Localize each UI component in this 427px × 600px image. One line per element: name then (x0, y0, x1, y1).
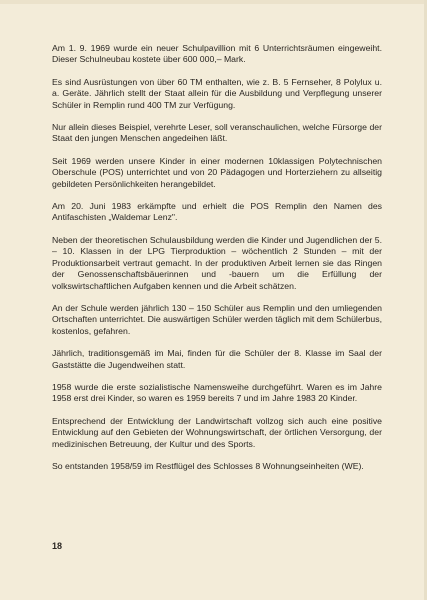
paragraph: Jährlich, traditionsgemäß im Mai, finden für die Schüler der 8. Klasse im Saal der Gaststätte die Jugendweihen statt. (52, 348, 382, 370)
paragraph: Am 1. 9. 1969 wurde ein neuer Schulpavillion mit 6 Unterrichtsräumen eingeweiht. Dieser Schulneubau kostete über 600 000,– Mark. (52, 43, 382, 65)
paragraph: 1958 wurde die erste sozialistische Namensweihe durchgeführt. Waren es im Jahre 1958 erst drei Kinder, so waren es 1959 bereits 7 und im Jahre 1983 20 Kinder. (52, 381, 382, 404)
paragraph: An der Schule werden jährlich 130 – 150 Schüler aus Remplin und den umliegenden Ortschaften unterrichtet. Die auswärtigen Schüler werden täglich mit dem Schülerbus, kostenlos, gefahren. (52, 302, 382, 336)
paragraph: Am 20. Juni 1983 erkämpfte und erhielt die POS Remplin den Namen des Antifaschisten „Waldemar Lenz". (52, 201, 382, 223)
paragraph: Entsprechend der Entwicklung der Landwirtschaft vollzog sich auch eine positive Entwicklung auf den Gebieten der Wohnungswirtschaft, der örtlichen Versorgung, der medizinischen Betreuung, der Kultur und des Sports. (52, 415, 382, 449)
paragraph: Es sind Ausrüstungen von über 60 TM enthalten, wie z. B. 5 Fernseher, 8 Polylux u. a. Geräte. Jährlich stellt der Staat allein für die Ausbildung und Verpflegung unserer Schüler in Remplin rund 400 TM zur Verfügung. (52, 76, 382, 110)
paragraph: Seit 1969 werden unsere Kinder in einer modernen 10klassigen Polytechnischen Oberschule (POS) unterrichtet und von 20 Pädagogen und Horterziehern zu allseitig gebildeten Persönlichkeiten herangebildet. (52, 155, 382, 189)
paragraph: So entstanden 1958/59 im Restflügel des Schlosses 8 Wohnungseinheiten (WE). (52, 460, 364, 471)
paragraph: Nur allein dieses Beispiel, verehrte Leser, soll veranschaulichen, welche Fürsorge der Staat den jungen Menschen angedeihen läßt. (52, 122, 382, 144)
paper-edge (0, 0, 424, 4)
page-number: 18 (52, 541, 63, 551)
paragraph: Neben der theoretischen Schulausbildung werden die Kinder und Jugendlichen der 5. – 10. Klassen in der LPG Tierproduktion – wöchentlich 2 Stunden – mit der Produktionsarbeit vertraut gemacht. In der produktiven Arbeit lernen sie das Ringen der Genossenschaftsbäuerinnen und -bauern um die Erfüllung der volkswirtschaftlichen Aufgaben kennen und die Arbeit schätzen. (52, 234, 382, 291)
body-text (52, 43, 382, 483)
